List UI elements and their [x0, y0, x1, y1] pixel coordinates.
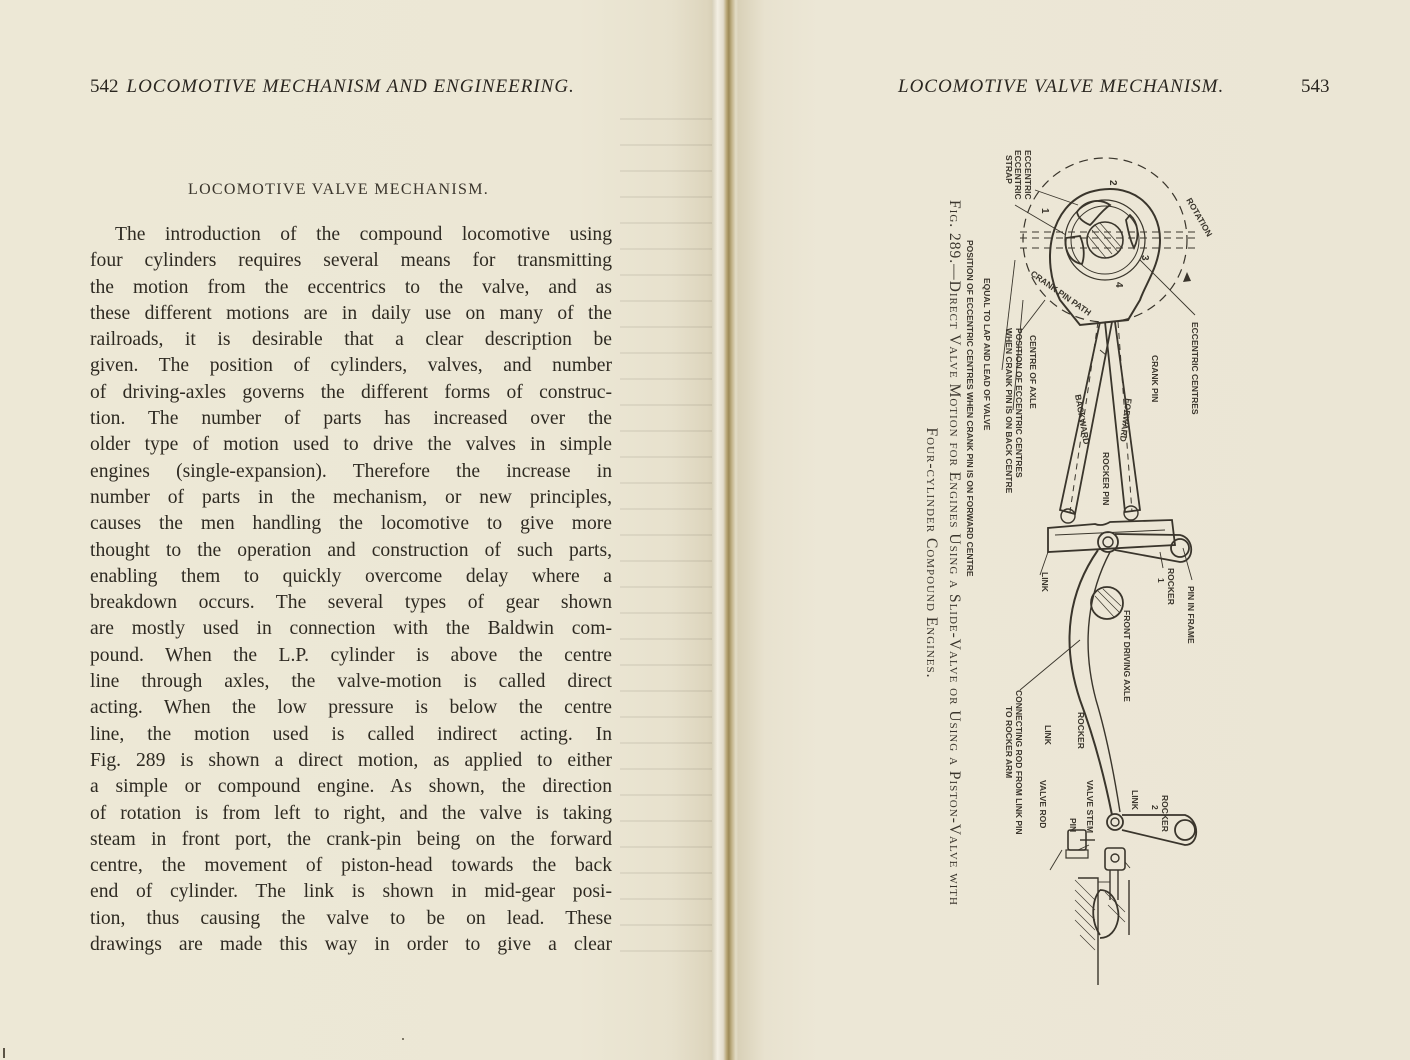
section-title: LOCOMOTIVE VALVE MECHANISM.: [188, 181, 490, 198]
crank-pin-path-circle: [1023, 158, 1187, 322]
label-pin-in-frame: PIN IN FRAME: [1186, 586, 1196, 644]
body-text: [90, 222, 612, 958]
body-line: line, the motion used is called indirect acting. In: [90, 723, 612, 745]
body-line: a simple or compound engine. As shown, the direction: [90, 776, 612, 798]
label-front-driving-axle: FRONT DRIVING AXLE: [1122, 610, 1132, 702]
label-rocker-1-num: 1: [1156, 578, 1166, 583]
label-num-4: 4: [1113, 282, 1124, 288]
label-position-forward: POSITION OF ECCENTRIC CENTRES WHEN CRANK PIN IS ON FORWARD CENTRE: [965, 240, 975, 577]
body-line: drawings are made this way in order to give a clear: [90, 934, 612, 956]
running-head-title-left: LOCOMOTIVE MECHANISM AND ENGINEERING.: [126, 76, 575, 97]
body-line: of driving-axles governs the different forms of construc-: [90, 381, 612, 403]
label-num-3: 3: [1139, 255, 1150, 261]
body-line: are mostly used in connection with the Baldwin com-: [90, 618, 612, 640]
body-line: enabling them to quickly overcome delay where a: [90, 565, 612, 587]
body-line: The introduction of the compound locomotive using: [115, 224, 612, 245]
valve-motion-diagram: [960, 115, 1260, 995]
label-link-3: LINK: [1130, 790, 1140, 810]
label-eccentric-strap: ECCENTRIC: [1013, 150, 1023, 200]
left-running-head: [90, 76, 575, 98]
figure-caption-line-1: Fig. 289.—Direct Valve Motion for Engines Using a Slide-Valve or Using a Piston-Valve with: [946, 200, 963, 906]
body-line: the motion from the eccentrics to the valve, and as: [90, 276, 612, 298]
label-connecting-rod-1: CONNECTING ROD FROM LINK PIN: [1014, 690, 1024, 835]
label-rocker: ROCKER: [1076, 712, 1086, 749]
body-line: pound. When the L.P. cylinder is above the centre: [90, 644, 612, 666]
label-position-back-1: POSITION OF ECCENTRIC CENTRES: [1014, 328, 1024, 478]
label-equal-lap-lead: EQUAL TO LAP AND LEAD OF VALVE: [982, 278, 992, 431]
body-line: line through axles, the valve-motion is called direct: [90, 671, 612, 693]
label-position-back-2: WHEN CRANK PIN IS ON BACK CENTRE: [1004, 328, 1014, 494]
label-link-2: LINK: [1043, 725, 1053, 745]
body-line: end of cylinder. The link is shown in mid-gear posi-: [90, 881, 612, 903]
page-number-right: 543: [1301, 76, 1330, 97]
body-line: engines (single-expansion). Therefore the increase in: [90, 460, 612, 482]
body-line: centre, the movement of piston-head towards the back: [90, 855, 612, 877]
body-line: Fig. 289 is shown a direct motion, as applied to either: [90, 749, 612, 771]
body-line: given. The position of cylinders, valves, and number: [90, 355, 612, 377]
body-line: causes the men handling the locomotive to give more: [90, 513, 612, 535]
body-line: railroads, it is desirable that a clear description be: [90, 329, 612, 351]
label-centre-of-axle: CENTRE OF AXLE: [1028, 335, 1038, 409]
body-line: steam in front port, the crank-pin being on the forward: [90, 828, 612, 850]
label-link-1: LINK: [1040, 572, 1050, 592]
label-num-2: 2: [1107, 180, 1118, 186]
body-line: number of parts in the mechanism, or new principles,: [90, 486, 612, 508]
body-line: older type of motion used to drive the valves in simple: [90, 434, 612, 456]
label-pin: PIN: [1068, 818, 1078, 833]
bleed-through: [620, 118, 720, 958]
body-line: four cylinders requires several means for transmitting: [90, 250, 612, 272]
body-line: of rotation is from left to right, and the valve is taking: [90, 802, 612, 824]
label-eccentric: ECCENTRIC: [1023, 150, 1033, 200]
paper-speck: [3, 1048, 5, 1058]
running-head-title-right: LOCOMOTIVE VALVE MECHANISM.: [898, 76, 1225, 97]
label-rocker-pin: ROCKER PIN: [1101, 452, 1111, 506]
label-forward: FORWARD: [1117, 397, 1134, 443]
label-num-1: 1: [1039, 208, 1050, 214]
book-gutter: [712, 0, 740, 1060]
right-running-head: [898, 76, 1330, 98]
body-line: tion. The number of parts has increased over the: [90, 408, 612, 430]
label-connecting-rod-2: TO ROCKER ARM: [1004, 706, 1014, 779]
body-line: acting. When the low pressure is below the centre: [90, 697, 612, 719]
paper-speck: [402, 1038, 404, 1040]
label-valve-stem: VALVE STEM: [1085, 780, 1095, 834]
label-valve-rod: VALVE ROD: [1038, 780, 1048, 829]
label-rocker-2: ROCKER: [1160, 795, 1170, 832]
page-number-left: 542: [90, 76, 119, 97]
label-rocker-1: ROCKER: [1166, 568, 1176, 605]
label-eccentric-centres: ECCENTRIC CENTRES: [1190, 322, 1200, 415]
label-rotation: ROTATION: [1184, 196, 1215, 239]
label-strap: STRAP: [1004, 155, 1014, 184]
label-rocker-2-num: 2: [1150, 805, 1160, 810]
label-crank-pin-path: CRANK PIN PATH: [1028, 268, 1094, 318]
body-line: breakdown occurs. The several types of gear shown: [90, 592, 612, 614]
label-crank-pin: CRANK PIN: [1150, 355, 1160, 403]
label-backward: BACKWARD: [1073, 393, 1092, 446]
body-line: these different motions are in daily use on many of the: [90, 302, 612, 324]
figure-caption-line-2: Four-cylinder Compound Engines.: [923, 427, 940, 679]
body-line: thought to the operation and construction of such parts,: [90, 539, 612, 561]
body-line: tion, thus causing the valve to be on lead. These: [90, 907, 612, 929]
